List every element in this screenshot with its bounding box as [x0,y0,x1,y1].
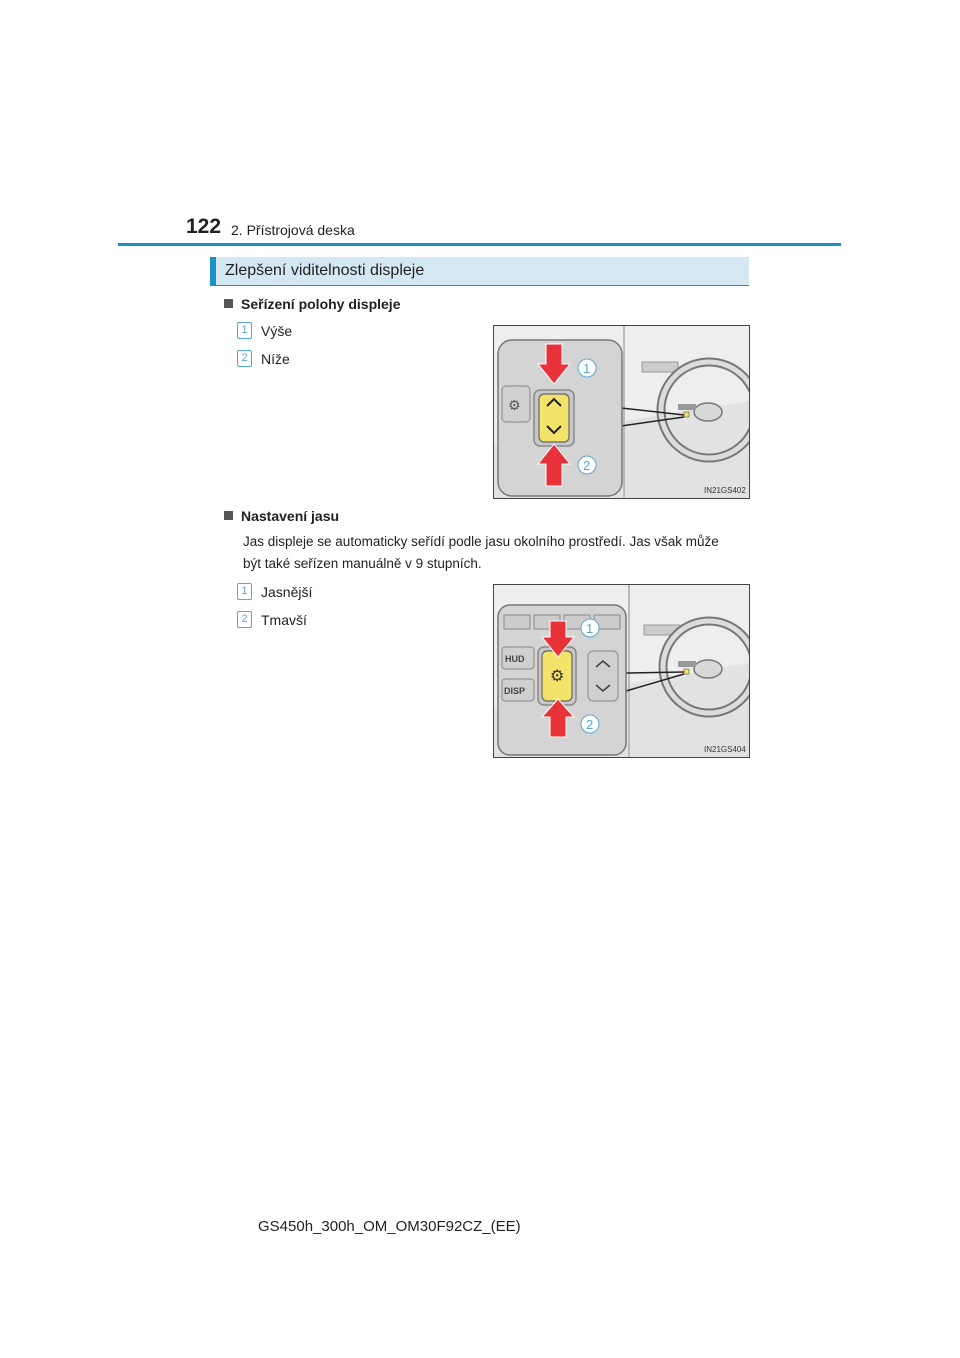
square-bullet-icon [224,299,233,308]
list-item: Níže [261,351,290,367]
number-badge: 2 [237,611,252,628]
page-number: 122 [186,215,222,238]
svg-text:⚙: ⚙ [550,668,565,685]
list-item: Tmavší [261,612,307,628]
section-reference: 2. Přístrojová deska [231,222,355,238]
section-heading: Zlepšení viditelnosti displeje [225,262,425,279]
list-item: Výše [261,323,293,339]
header-rule [118,243,841,246]
disp-label: DISP [504,686,526,696]
brightness-paragraph [243,531,753,575]
figure-callout: 2 [583,458,591,473]
paragraph-line: Jas displeje se automaticky seřídí podle jasu okolního prostředí. Jas však může [243,534,719,549]
subheading-position [224,296,400,312]
figure-callout: 1 [583,361,591,376]
figure-callout: 2 [586,717,594,732]
hud-label: HUD [505,654,525,664]
number-badge: 2 [237,350,252,367]
subheading-position-text: Seřízení polohy displeje [241,296,401,312]
dashboard-illustration [494,585,749,757]
svg-text:⚙: ⚙ [508,397,521,413]
figure-code: IN21GS402 [704,486,746,495]
dashboard-illustration [494,326,749,498]
figure-display-position [493,325,750,499]
list-item: Jasnější [261,584,313,600]
square-bullet-icon [224,511,233,520]
section-heading-accent [210,257,216,286]
number-badge: 1 [237,322,252,339]
figure-brightness [493,584,750,758]
document-code: GS450h_300h_OM_OM30F92CZ_(EE) [258,1218,521,1235]
number-badge: 1 [237,583,252,600]
paragraph-line: být také seřízen manuálně v 9 stupních. [243,556,482,571]
subheading-brightness-text: Nastavení jasu [241,508,340,524]
figure-code: IN21GS404 [704,745,746,754]
subheading-brightness [224,508,339,524]
figure-callout: 1 [586,621,594,636]
